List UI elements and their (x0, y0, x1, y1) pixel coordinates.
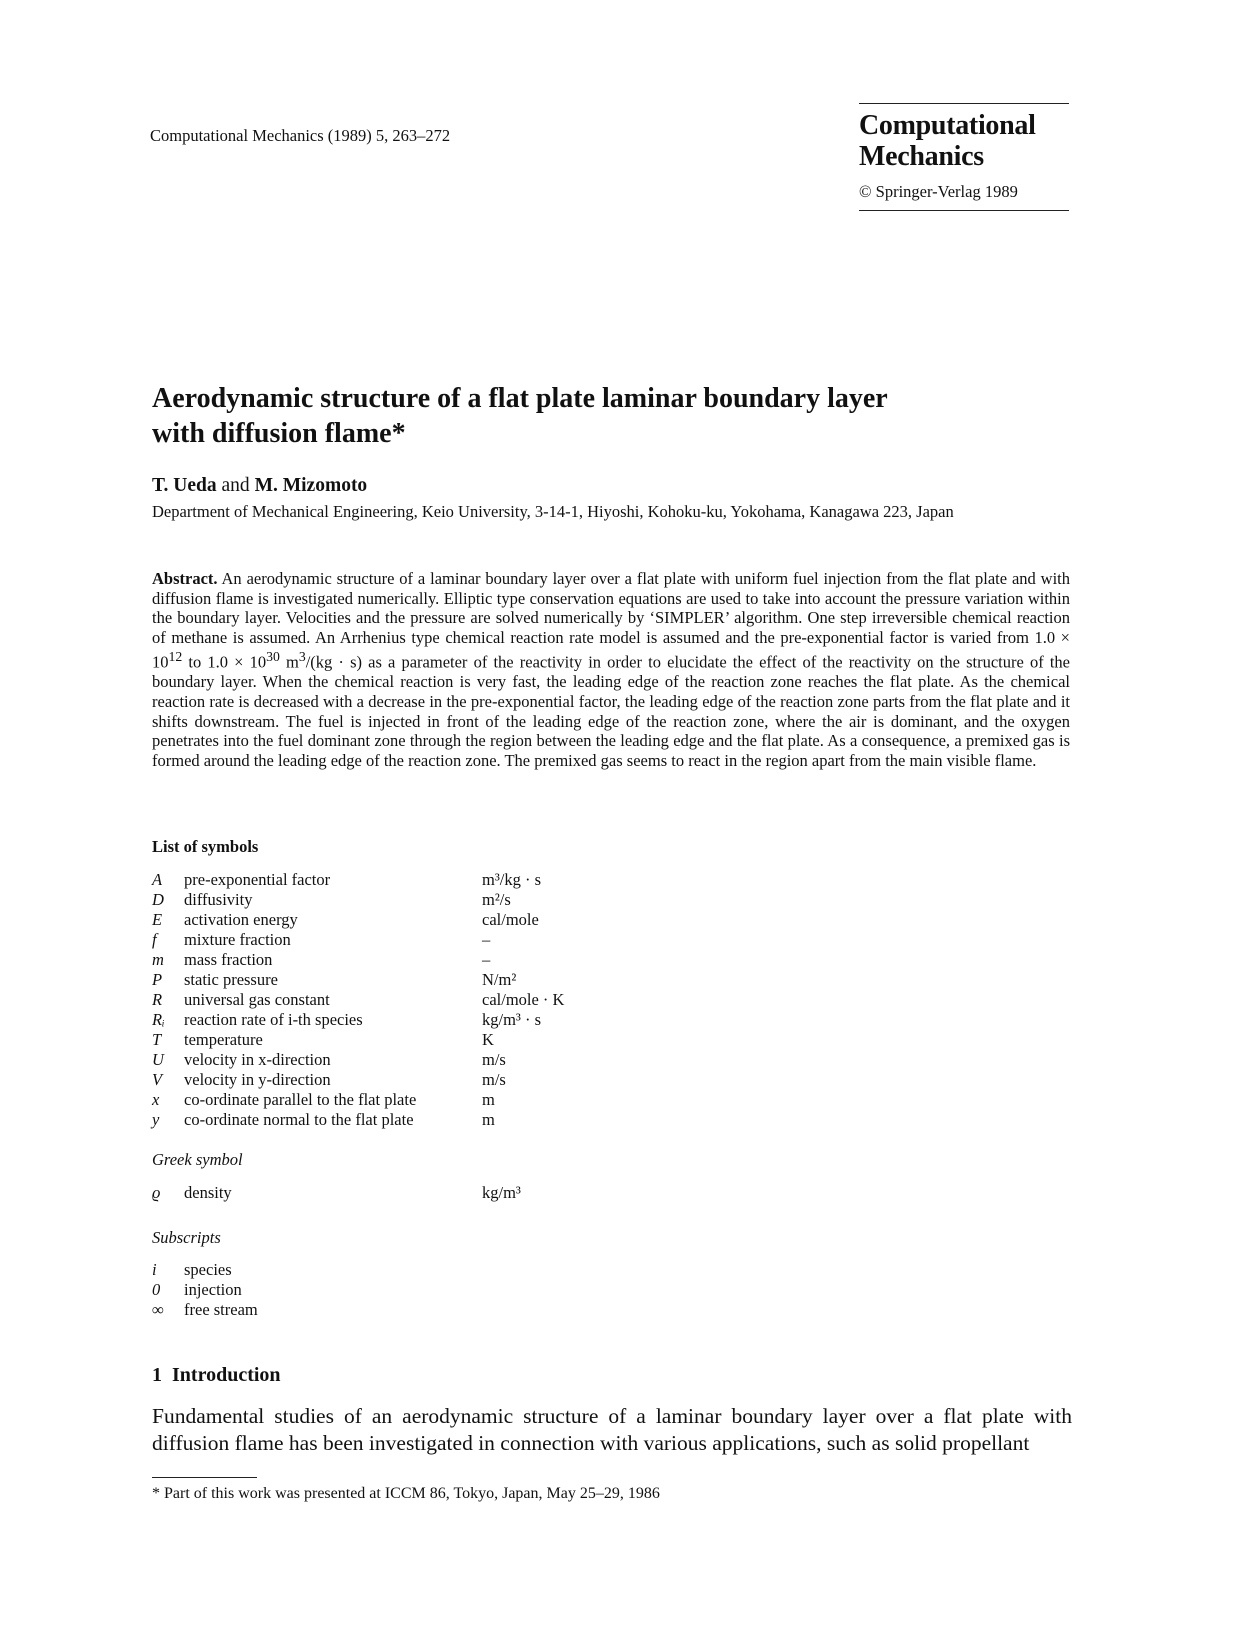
symbol-description: species (184, 1260, 232, 1279)
symbol: Rᵢ (152, 1010, 165, 1029)
symbol: V (152, 1070, 163, 1089)
symbol: D (152, 890, 164, 909)
symbol: i (152, 1260, 157, 1279)
greek-symbol-heading: Greek symbol (152, 1150, 243, 1169)
symbol-row (152, 1090, 564, 1110)
symbol-unit: – (482, 930, 491, 949)
symbol-description: mixture fraction (184, 930, 291, 949)
journal-name-line1: Computational (859, 110, 1036, 141)
bottom-rule (859, 210, 1069, 211)
author-ueda: T. Ueda (152, 475, 217, 496)
footnote-rule (152, 1477, 257, 1478)
symbol-description: co-ordinate normal to the flat plate (184, 1110, 414, 1129)
symbol-description: velocity in y-direction (184, 1070, 331, 1089)
symbol-unit: m²/s (482, 890, 511, 909)
symbol: E (152, 910, 163, 929)
symbol-unit: K (482, 1030, 494, 1049)
symbol-row (152, 950, 564, 970)
abstract-text-4: /(kg · s) as a parameter of the reactivity in order to elucidate the effect of the reactivity on the structure of the boundary layer. When the chemical reaction is very fast, the leading edge of the reaction zone reaches the flat plate. As the chemical reaction rate is decreased with a decrease in the pre-exponential factor, the leading edge of the reaction zone parts from the flat plate and it shifts downstream. The fuel is injected in front of the leading edge of the reaction zone, where the air is dominant, and the oxygen penetrates into the fuel dominant zone through the region between the leading edge and the flat plate. As a consequence, a premixed gas is formed around the leading edge of the reaction zone. The premixed gas seems to react in the region apart from the main visible flame. (152, 652, 1070, 770)
abstract-text-3: m (279, 652, 299, 672)
author-conjunction: and (221, 475, 250, 496)
journal-name-line2: Mechanics (859, 141, 984, 172)
symbol-row (152, 1070, 564, 1090)
symbol-row (152, 870, 564, 890)
citation-line: Computational Mechanics (1989) 5, 263–272 (150, 126, 451, 145)
symbol-unit: m (482, 1110, 495, 1129)
footnote: * Part of this work was presented at ICCM 86, Tokyo, Japan, May 25–29, 1986 (152, 1485, 660, 1502)
symbol-row (152, 1110, 564, 1130)
symbol: 0 (152, 1280, 161, 1299)
symbol-row (152, 1300, 482, 1320)
symbol-row (152, 1280, 482, 1300)
symbol: P (152, 970, 163, 989)
symbol-description: diffusivity (184, 890, 253, 909)
symbol: ϱ (152, 1183, 161, 1202)
symbol-row (152, 990, 564, 1010)
author-list (152, 475, 367, 497)
symbol-unit: cal/mole · K (482, 990, 565, 1009)
symbol-row (152, 1030, 564, 1050)
symbol-row (152, 1050, 564, 1070)
symbol-description: pre-exponential factor (184, 870, 331, 889)
journal-name (859, 110, 1069, 172)
subscripts-heading: Subscripts (152, 1228, 221, 1247)
section-title: Introduction (172, 1364, 281, 1386)
symbol-unit: kg/m³ · s (482, 1010, 542, 1029)
symbol-description: static pressure (184, 970, 278, 989)
symbol-description: co-ordinate parallel to the flat plate (184, 1090, 417, 1109)
symbol-description: activation energy (184, 910, 298, 929)
symbols-table (152, 870, 564, 1130)
symbol-unit: m³/kg · s (482, 870, 542, 889)
symbol-description: temperature (184, 1030, 263, 1049)
symbol-unit: cal/mole (482, 910, 539, 929)
symbol-unit: N/m² (482, 970, 517, 989)
symbol-row (152, 1260, 482, 1280)
symbol: A (152, 870, 163, 889)
symbol-row (152, 910, 564, 930)
section-heading-introduction (152, 1364, 291, 1387)
abstract-exponent-3: 3 (298, 649, 306, 665)
affiliation: Department of Mechanical Engineering, Keio University, 3-14-1, Hiyoshi, Kohoku-ku, Yokohama, Kanagawa 223, Japan (152, 502, 954, 521)
symbol-unit: kg/m³ (482, 1183, 521, 1202)
symbol-description: density (184, 1183, 232, 1202)
symbol-unit: m/s (482, 1070, 506, 1089)
symbol-row (152, 1010, 564, 1030)
symbol-unit: m/s (482, 1050, 506, 1069)
abstract-exponent-1: 12 (168, 649, 183, 665)
symbol-description: universal gas constant (184, 990, 330, 1009)
abstract (152, 569, 1070, 770)
abstract-exponent-2: 30 (266, 649, 280, 665)
symbol: ∞ (152, 1300, 164, 1319)
publisher-line: © Springer-Verlag 1989 (859, 182, 1018, 201)
symbol: T (152, 1030, 162, 1049)
symbol-row (152, 1183, 521, 1203)
title-line1: Aerodynamic structure of a flat plate laminar boundary layer (152, 383, 888, 414)
symbol-description: velocity in x-direction (184, 1050, 331, 1069)
abstract-text-2: to 1.0 × 10 (182, 652, 267, 672)
symbol: R (152, 990, 163, 1009)
symbol-description: free stream (184, 1300, 258, 1319)
symbol: x (152, 1090, 160, 1109)
introduction-paragraph: Fundamental studies of an aerodynamic structure of a laminar boundary layer over a flat plate with diffusion flame has been investigated in connection with various applications, such as solid propellant (152, 1404, 1072, 1455)
top-rule (859, 103, 1069, 104)
symbol-description: reaction rate of i-th species (184, 1010, 363, 1029)
abstract-text-1: An aerodynamic structure of a laminar boundary layer over a flat plate with uniform fuel injection from the flat plate and with diffusion flame is investigated numerically. Elliptic type conservation equations are used to take into account the pressure variation within the boundary layer. Velocities and the pressure are solved numerically by ‘SIMPLER’ algorithm. One step irreversible chemical reaction of methane is assumed. An Arrhenius type chemical reaction rate model is assumed and the pre-exponential factor is varied from 1.0 × 10 (152, 569, 1070, 672)
symbol-unit: m (482, 1090, 495, 1109)
symbol-row (152, 890, 564, 910)
symbols-heading: List of symbols (152, 837, 259, 856)
subscripts-table (152, 1260, 482, 1320)
symbol-row (152, 930, 564, 950)
title-line2: with diffusion flame* (152, 418, 406, 449)
symbol-description: mass fraction (184, 950, 273, 969)
abstract-label: Abstract. (152, 569, 218, 588)
symbol: m (152, 950, 164, 969)
paper-title (152, 381, 1052, 451)
journal-logo-box (859, 103, 1069, 211)
symbol: f (152, 930, 157, 949)
section-number: 1 (152, 1364, 162, 1386)
greek-symbols-table (152, 1183, 521, 1203)
symbol-description: injection (184, 1280, 242, 1299)
symbol-unit: – (482, 950, 491, 969)
symbol-row (152, 970, 564, 990)
symbol: y (152, 1110, 160, 1129)
author-mizomoto: M. Mizomoto (254, 475, 368, 496)
symbol: U (152, 1050, 164, 1069)
